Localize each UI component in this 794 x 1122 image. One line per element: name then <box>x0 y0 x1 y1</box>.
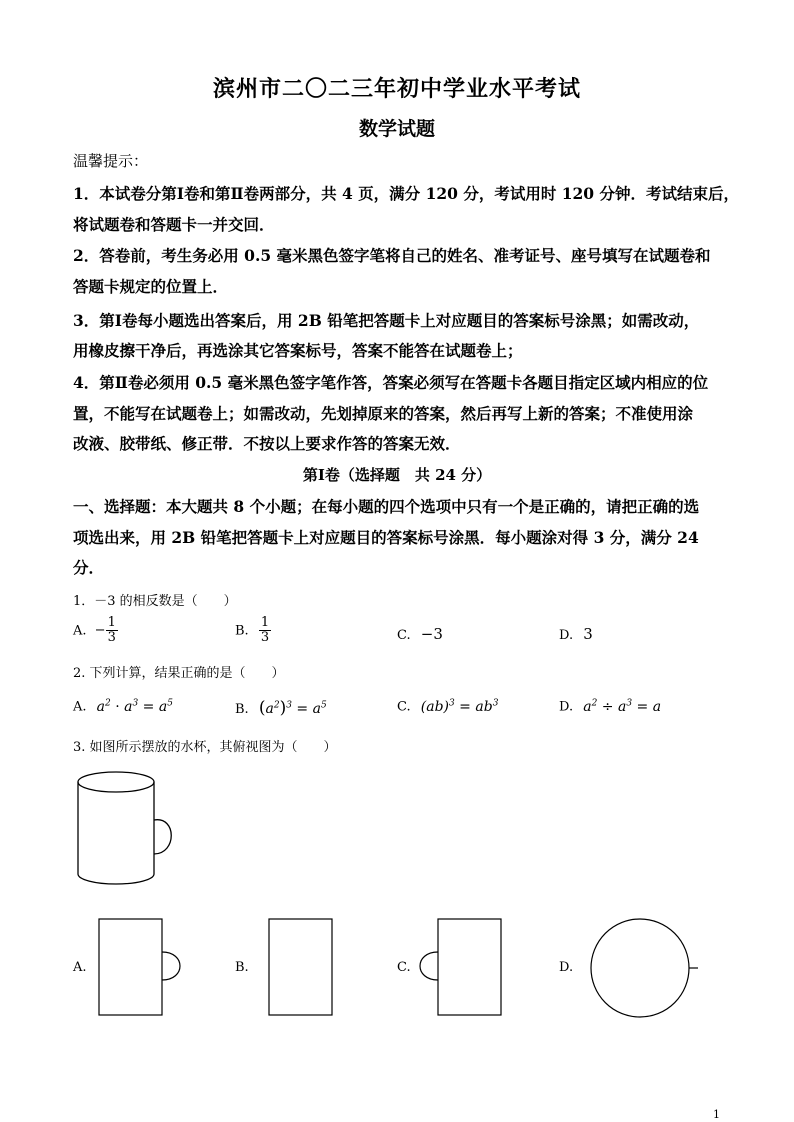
question-1-option-a <box>73 616 118 646</box>
question-1-option-b <box>235 616 271 646</box>
tip-2-line-2: 答题卡规定的位置上． <box>73 277 229 296</box>
question-2-option-d <box>559 698 661 715</box>
question-3-stem: 3. 如图所示摆放的水杯，其俯视图为（ ） <box>73 740 337 755</box>
option-label: A. <box>73 623 87 639</box>
option-label: B. <box>235 623 249 639</box>
option-value: −3 <box>420 625 443 643</box>
option-value: 3 <box>583 625 593 643</box>
option-label: B. <box>235 702 249 717</box>
denominator: 3 <box>260 630 270 646</box>
denominator: 3 <box>107 630 116 646</box>
section-instruction-line-3: 分． <box>73 558 105 577</box>
page-subtitle: 数学试题 <box>358 118 435 140</box>
option-expression: $(a^2)^3 = a^5$ <box>258 698 327 718</box>
tip-1-line-2: 将试题卷和答题卡一并交回． <box>73 215 275 234</box>
tip-4-line-1: 4．第Ⅱ卷必须用 0.5 毫米黑色签字笔作答，答案必须写在答题卡各题目指定区域内相应的位 <box>73 373 709 392</box>
tip-1-line-1: 1．本试卷分第Ⅰ卷和第Ⅱ卷两部分，共 4 页，满分 120 分，考试用时 120 分钟．考试结束后， <box>73 184 739 203</box>
cup-handle <box>154 820 171 854</box>
tip-4-line-2: 置，不能写在试题卷上；如需改动，先划掉原来的答案，然后再写上新的答案；不准使用涂 <box>73 404 694 423</box>
numerator: 1 <box>107 615 116 630</box>
fraction <box>106 616 118 646</box>
option-label: A. <box>73 699 87 715</box>
section-instruction-line-2: 项选出来，用 2B 铅笔把答题卡上对应题目的答案标号涂黑．每小题涂对得 3 分，满分 24 <box>73 528 699 547</box>
cup-base <box>78 874 154 884</box>
question-2-stem: 2. 下列计算，结果正确的是（ ） <box>73 666 285 681</box>
cup-figure <box>75 770 185 895</box>
section-title: 第Ⅰ卷（选择题 共 24 分） <box>302 466 492 484</box>
handle-shape <box>420 952 438 980</box>
question-1-stem: 1．－3 的相反数是（ ） <box>73 594 237 609</box>
question-3-option-d-figure <box>590 918 702 1018</box>
question-2-option-c <box>397 698 498 715</box>
option-expression: $a^2 \div a^3 = a$ <box>583 698 662 715</box>
question-1-option-d <box>559 625 593 643</box>
handle-shape <box>162 952 180 980</box>
circle-shape <box>591 919 689 1017</box>
rectangle-shape <box>99 919 162 1015</box>
section-instruction-line-1: 一、选择题：本大题共 8 个小题；在每小题的四个选项中只有一个是正确的，请把正确的选 <box>73 497 700 516</box>
tip-2-line-1: 2．答卷前，考生务必用 0.5 毫米黑色签字笔将自己的姓名、准考证号、座号填写在试题卷和 <box>73 246 711 265</box>
numerator: 1 <box>260 615 270 630</box>
option-label: C. <box>397 628 411 643</box>
question-3-option-c-label: C. <box>397 960 411 975</box>
option-label: D. <box>559 699 574 715</box>
question-3-option-c-figure <box>418 918 510 1018</box>
question-2-option-a <box>73 698 173 715</box>
option-label: C. <box>397 699 411 715</box>
question-3-option-d-label: D. <box>559 960 574 975</box>
fraction <box>259 616 271 646</box>
tip-4-line-3: 改液、胶带纸、修正带．不按以上要求作答的答案无效． <box>73 434 461 453</box>
option-expression: $(ab)^3 = ab^3$ <box>420 698 499 715</box>
question-3-option-b-label: B. <box>235 960 249 975</box>
option-expression: $a^2 \cdot a^3 = a^5$ <box>96 698 173 715</box>
question-2-option-b <box>235 698 327 718</box>
tip-3-line-2: 用橡皮擦干净后，再选涂其它答案标号，答案不能答在试题卷上； <box>73 341 523 360</box>
question-3-option-a-figure <box>98 918 188 1018</box>
question-1-option-c <box>397 625 443 643</box>
page-title: 滨州市二〇二三年初中学业水平考试 <box>212 76 581 102</box>
tips-heading: 温馨提示： <box>73 152 149 170</box>
minus-sign: − <box>94 623 106 639</box>
question-3-option-a-label: A. <box>73 960 87 975</box>
cup-rim <box>78 772 154 792</box>
page-number: 1 <box>713 1108 720 1121</box>
tip-3-line-1: 3．第Ⅰ卷每小题选出答案后，用 2B 铅笔把答题卡上对应题目的答案标号涂黑；如需改动， <box>73 311 700 330</box>
rectangle-shape <box>438 919 501 1015</box>
question-3-option-b-figure <box>268 918 338 1018</box>
option-label: D. <box>559 628 574 643</box>
rectangle-shape <box>269 919 332 1015</box>
